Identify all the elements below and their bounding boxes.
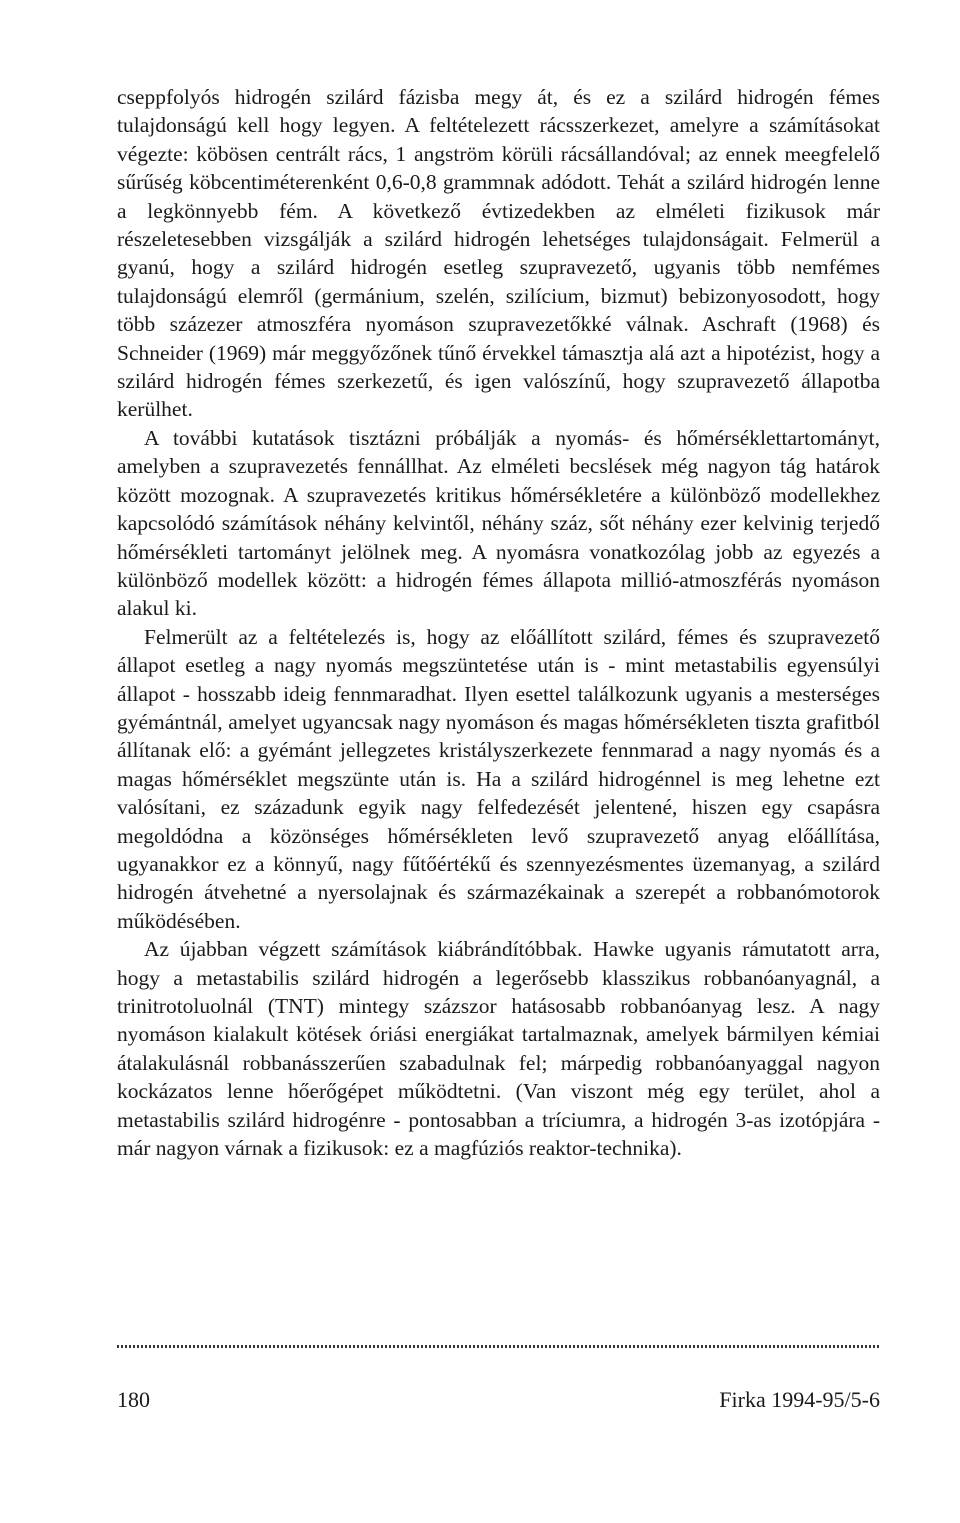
paragraph-2: A további kutatások tisztázni próbálják a nyomás- és hőmérséklettartományt, amelyben a szupravezetés fennállhat. Az elméleti becslések még nagyon tág határok között mozognak. A szupravezetés kritikus hőmérsékletére a különböző modellekhez kapcsolódó számítások néhány kelvintől, néhány száz, sőt néhány ezer kelvinig terjedő hőmérsékleti tartományt jelölnek meg. A nyomásra vonatkozólag jobb az egyezés a különböző modellek között: a hidrogén fémes állapota millió-atmoszférás nyomáson alakul ki. <box>117 425 880 621</box>
page-footer <box>117 1386 880 1414</box>
page-number: 180 <box>117 1387 150 1412</box>
footer-divider <box>117 1345 880 1348</box>
paragraph-4: Az újabban végzett számítások kiábrándítóbbak. Hawke ugyanis rámutatott arra, hogy a metastabilis szilárd hidrogén a legerősebb klasszikus robbanóanyagnál, a trinitrotoluolnál (TNT) mintegy százszor hatásosabb robbanóanyag lesz. A nagy nyomáson kialakult kötések óriási energiákat tartalmaznak, amelyek bármilyen kémiai átalakulásnál robbanásszerűen szabadulnak fel; márpedig robbanóanyaggal nagyon kockázatos lenne hőerőgépet működtetni. (Van viszont még egy terület, ahol a metastabilis szilárd hidrogénre - pontosabban a tríciumra, a hidrogén 3-as izotópjára - már nagyon várnak a fizikusok: ez a magfúziós reaktor-technika). <box>117 937 880 1161</box>
journal-issue: Firka 1994-95/5-6 <box>719 1387 880 1412</box>
article-body <box>117 83 880 1162</box>
paragraph-1: cseppfolyós hidrogén szilárd fázisba megy át, és ez a szilárd hidrogén fémes tulajdonságú kell hogy legyen. A feltételezett rácsszerkezet, amelyre a számításokat végezte: köbösen centrált rács, 1 angström körüli rácsállandóval; az ennek meegfelelő sűrűség köbcentiméterenként 0,6-0,8 grammnak adódott. Tehát a szilárd hidrogén lenne a legkönnyebb fém. A következő évtizedekben az elméleti fizikusok már részeletesebben vizsgálják a szilárd hidrogén lehetséges tulajdonságait. Felmerül a gyanú, hogy a szilárd hidrogén esetleg szupravezető, ugyanis több nemfémes tulajdonságú elemről (germánium, szelén, szilícium, bizmut) bebizonyosodott, hogy több százezer atmoszféra nyomáson szupravezetőkké válnak. Aschraft (1968) és Schneider (1969) már meggyőzőnek tűnő érvekkel támasztja alá azt a hipotézist, hogy a szilárd hidrogén fémes szerkezetű, és igen valószínű, hogy szupravezető állapotba kerülhet. <box>117 85 880 422</box>
paragraph-3: Felmerült az a feltételezés is, hogy az előállított szilárd, fémes és szupravezető állapot esetleg a nagy nyomás megszüntetése után is - mint metastabilis egyensúlyi állapot - hosszabb ideig fennmaradhat. Ilyen esettel találkozunk ugyanis a mesterséges gyémántnál, amelyet ugyancsak nagy nyomáson és magas hőmérsékleten tiszta grafitból állítanak elő: a gyémánt jellegzetes kristályszerkezete fennmarad a nagy nyomás és a magas hőmérséklet megszünte után is. Ha a szilárd hidrogénnel is meg lehetne ezt valósítani, ez századunk egyik nagy felfedezését jelentené, hiszen egy csapásra megoldódna a közönséges hőmérsékleten levő szupravezető anyag előállítása, ugyanakkor ez a könnyű, nagy fűtőértékű és szennyezésmentes üzemanyag, a szilárd hidrogén átvehetné a nyersolajnak és származékainak a szerepét a robbanómotorok működésében. <box>117 624 880 933</box>
